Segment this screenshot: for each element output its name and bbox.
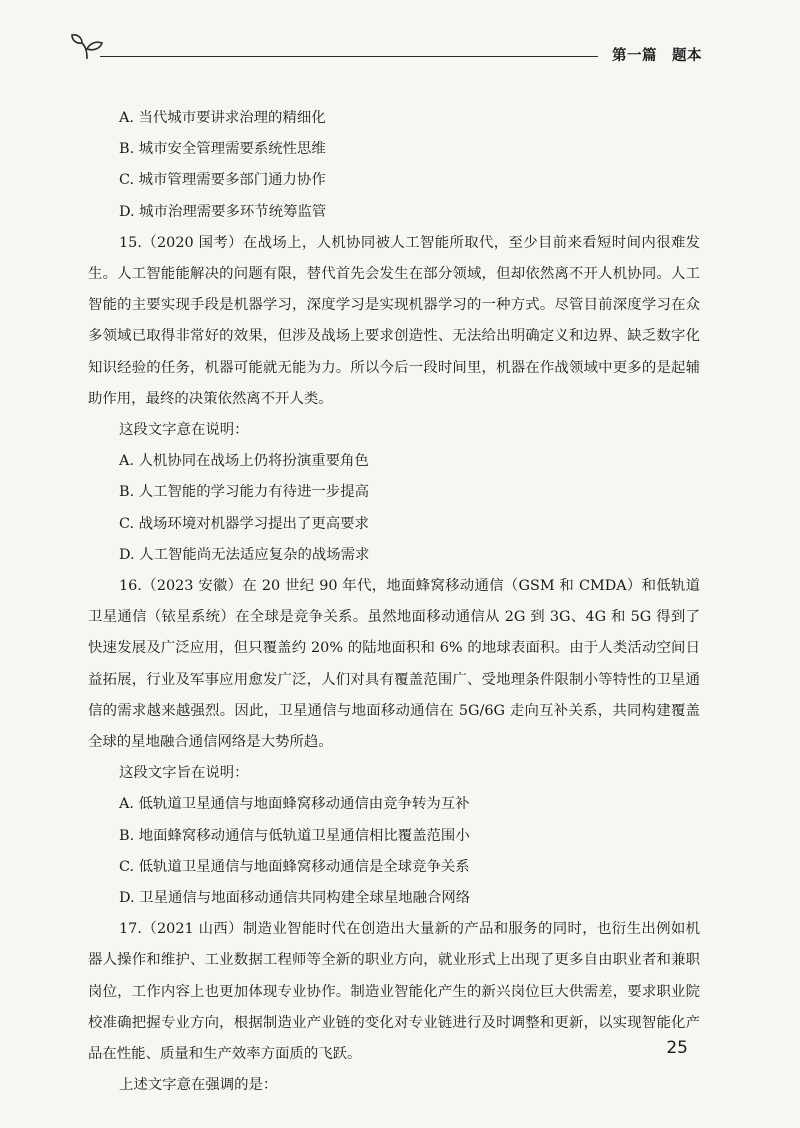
question-17-passage: 17.（2021 山西）制造业智能时代在创造出大量新的产品和服务的同时，也衍生出例如机器人操作和维护、工业数据工程师等全新的职业方向，就业形式上出现了更多自由职业者和兼职岗位，工作内容上也更加体现专业协作。制造业智能化产生的新兴岗位巨大供需差，要求职业院校准确把握专业方向，根据制造业产业链的变化对专业链进行及时调整和更新，以实现智能化产品在性能、质量和生产效率方面质的飞跃。 [88, 921, 700, 1063]
question-15-stem: 这段文字意在说明： [119, 422, 249, 439]
page-content [88, 103, 700, 1102]
chapter-title: 第一篇 题本 [612, 48, 702, 64]
question-17-stem: 上述文字意在强调的是： [119, 1077, 278, 1094]
header-rule [100, 56, 598, 57]
page-number: 25 [666, 1038, 688, 1058]
sprout-icon [70, 32, 106, 62]
option-a: A. 当代城市要讲求治理的精细化 [119, 110, 326, 126]
question-16-option-b: B. 地面蜂窝移动通信与低轨道卫星通信相比覆盖范围小 [119, 827, 470, 844]
question-15-option-c: C. 战场环境对机器学习提出了更高要求 [119, 515, 369, 532]
question-15-option-b: B. 人工智能的学习能力有待进一步提高 [119, 484, 369, 501]
option-c: C. 城市管理需要多部门通力协作 [119, 172, 326, 189]
option-b: B. 城市安全管理需要系统性思维 [119, 141, 326, 158]
question-16-stem: 这段文字旨在说明： [119, 765, 249, 782]
option-d: D. 城市治理需要多环节统筹监管 [119, 203, 327, 220]
question-16-passage: 16.（2023 安徽）在 20 世纪 90 年代，地面蜂窝移动通信（GSM 和 CMDA）和低轨道卫星通信（铱星系统）在全球是竞争关系。虽然地面移动通信从 2G 到 3G、4G 和 5G 得到了快速发展及广泛应用，但只覆盖约 20% 的陆地面积和 6% 的地球表面积。由于人类活动空间日益拓展，行业及军事应用愈发广泛，人们对具有覆盖范围广、受地理条件限制小等特性的卫星通信的需求越来越强烈。因此，卫星通信与地面移动通信在 5G/6G 走向互补关系，共同构建覆盖全球的星地融合通信网络是大势所趋。 [88, 578, 700, 751]
question-15-option-d: D. 人工智能尚无法适应复杂的战场需求 [119, 546, 370, 563]
question-16-option-c: C. 低轨道卫星通信与地面蜂窝移动通信是全球竞争关系 [119, 858, 470, 875]
question-15-option-a: A. 人机协同在战场上仍将扮演重要角色 [119, 453, 369, 470]
question-15-passage: 15.（2020 国考）在战场上，人机协同被人工智能所取代，至少目前来看短时间内很难发生。人工智能能解决的问题有限，替代首先会发生在部分领域，但却依然离不开人机协同。人工智能的主要实现手段是机器学习，深度学习是实现机器学习的一种方式。尽管目前深度学习在众多领域已取得非常好的效果，但涉及战场上要求创造性、无法给出明确定义和边界、缺乏数字化知识经验的任务，机器可能就无能为力。所以今后一段时间里，机器在作战领域中更多的是起辅助作用，最终的决策依然离不开人类。 [88, 234, 700, 407]
running-header [70, 28, 702, 68]
question-16-option-d: D. 卫星通信与地面移动通信共同构建全球星地融合网络 [119, 890, 471, 907]
question-16-option-a: A. 低轨道卫星通信与地面蜂窝移动通信由竞争转为互补 [119, 796, 470, 813]
